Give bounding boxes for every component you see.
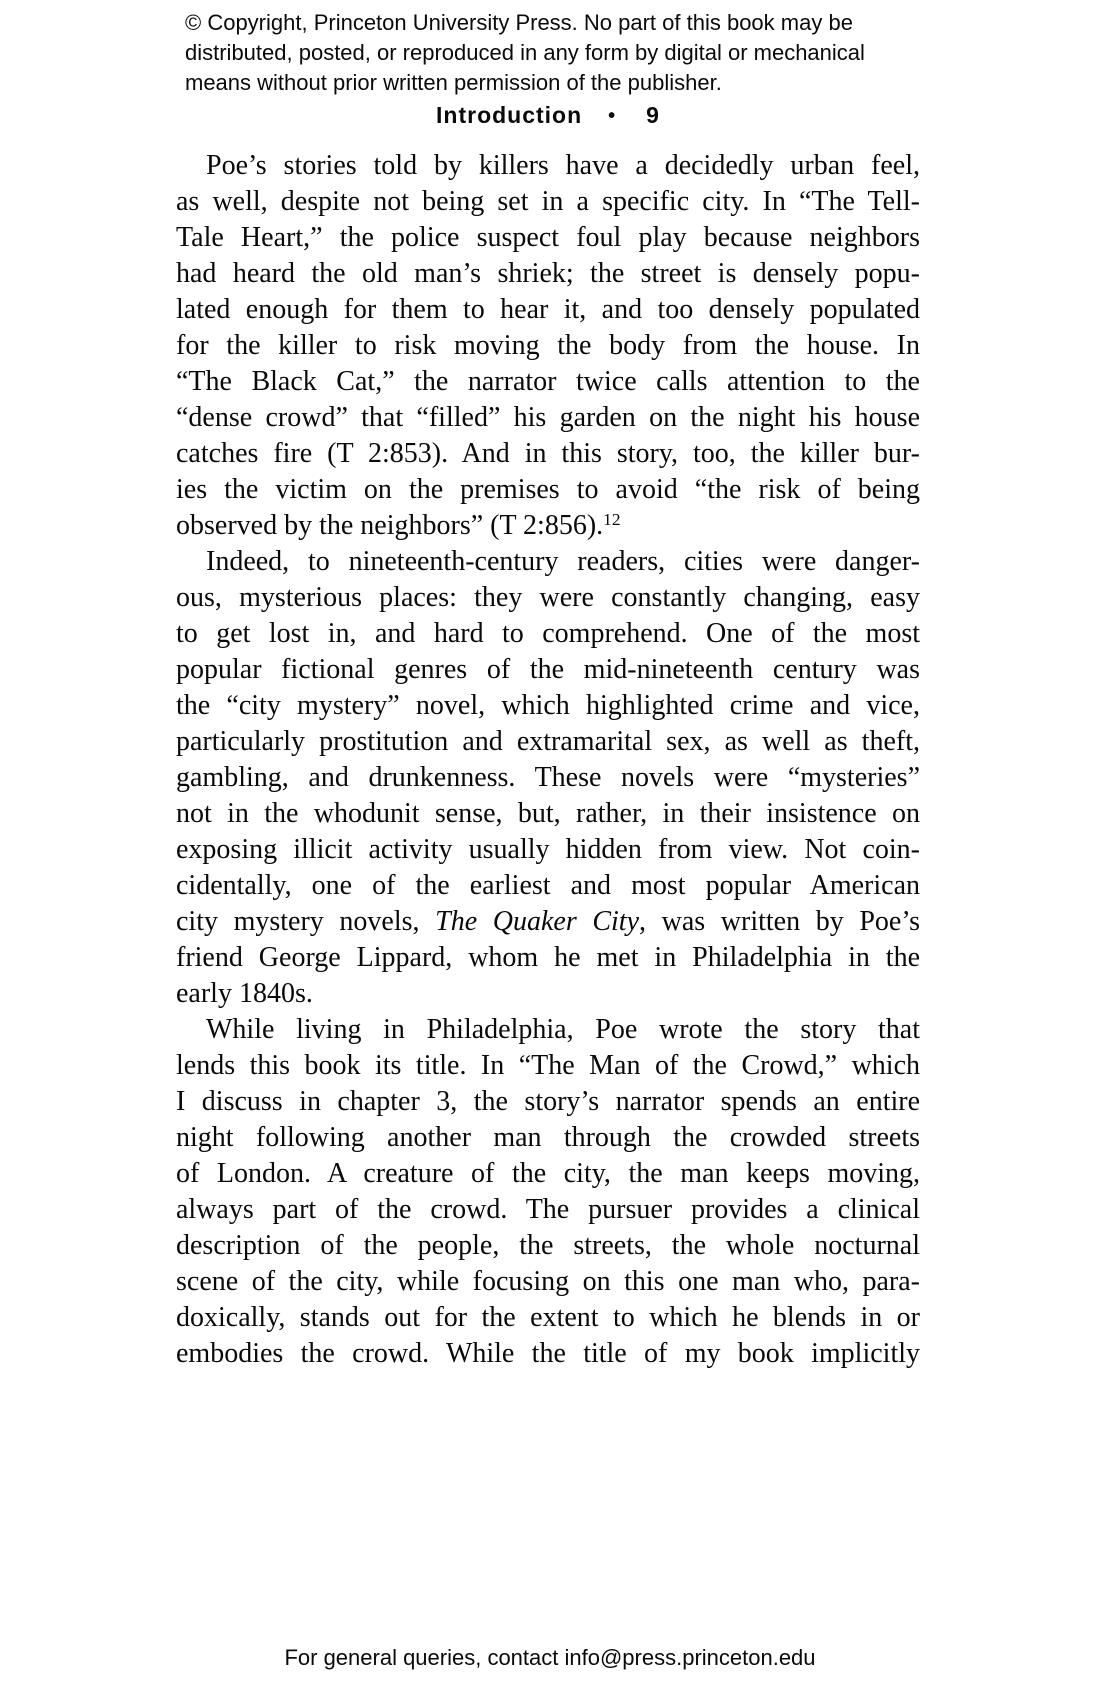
body-line: ies the victim on the premises to avoid “the risk of being bbox=[176, 474, 920, 505]
body-line: observed by the neighbors” (T 2:856).$^{12}$ bbox=[176, 510, 621, 541]
body-line: city mystery novels, The Quaker City, was written by Poe’s bbox=[176, 906, 920, 937]
body-line: ous, mysterious places: they were constantly changing, easy bbox=[176, 582, 920, 613]
body-line: Indeed, to nineteenth-century readers, cities were danger- bbox=[206, 546, 920, 577]
body-line: Tale Heart,” the police suspect foul play because neighbors bbox=[176, 222, 920, 253]
running-head-page-number: 9 bbox=[646, 102, 660, 128]
body-line: not in the whodunit sense, but, rather, in their insistence on bbox=[176, 798, 920, 829]
paragraph bbox=[176, 1012, 920, 1372]
running-head bbox=[176, 102, 920, 129]
body-line: lends this book its title. In “The Man of the Crowd,” which bbox=[176, 1050, 920, 1081]
body-line: scene of the city, while focusing on this one man who, para- bbox=[176, 1266, 920, 1297]
body-line: doxically, stands out for the extent to which he blends in or bbox=[176, 1302, 920, 1333]
paragraph bbox=[176, 148, 920, 544]
body-line: gambling, and drunkenness. These novels were “mysteries” bbox=[176, 762, 920, 793]
body-line: “dense crowd” that “filled” his garden on the night his house bbox=[176, 402, 920, 433]
body-line: description of the people, the streets, the whole nocturnal bbox=[176, 1230, 920, 1261]
bullet-separator: • bbox=[608, 105, 617, 127]
body-line: I discuss in chapter 3, the story’s narrator spends an entire bbox=[176, 1086, 920, 1117]
copyright-line: means without prior written permission of the publisher. bbox=[185, 70, 722, 95]
body-line: as well, despite not being set in a specific city. In “The Tell- bbox=[176, 186, 920, 217]
copyright-line: © Copyright, Princeton University Press. No part of this book may be bbox=[185, 10, 853, 35]
copyright-line: distributed, posted, or reproduced in any form by digital or mechanical bbox=[185, 40, 865, 65]
body-line: friend George Lippard, whom he met in Philadelphia in the bbox=[176, 942, 920, 973]
body-line: exposing illicit activity usually hidden from view. Not coin- bbox=[176, 834, 920, 865]
body-line: to get lost in, and hard to comprehend. One of the most bbox=[176, 618, 920, 649]
body-line: the “city mystery” novel, which highlighted crime and vice, bbox=[176, 690, 920, 721]
body-line: catches fire (T 2:853). And in this story, too, the killer bur- bbox=[176, 438, 920, 469]
body-line: early 1840s. bbox=[176, 978, 313, 1009]
body-line: for the killer to risk moving the body from the house. In bbox=[176, 330, 920, 361]
body-line: cidentally, one of the earliest and most popular American bbox=[176, 870, 920, 901]
footer-queries-note: For general queries, contact info@press.princeton.edu bbox=[284, 1645, 816, 1670]
body-line: of London. A creature of the city, the man keeps moving, bbox=[176, 1158, 920, 1189]
body-line: “The Black Cat,” the narrator twice calls attention to the bbox=[176, 366, 920, 397]
body-line: While living in Philadelphia, Poe wrote the story that bbox=[206, 1014, 920, 1045]
copyright-notice bbox=[185, 8, 945, 98]
body-line: lated enough for them to hear it, and too densely populated bbox=[176, 294, 920, 325]
body-line: embodies the crowd. While the title of my book implicitly bbox=[176, 1338, 920, 1369]
body-text bbox=[176, 148, 920, 1372]
body-line: popular fictional genres of the mid-nineteenth century was bbox=[176, 654, 920, 685]
body-line: had heard the old man’s shriek; the street is densely popu- bbox=[176, 258, 920, 289]
running-head-title: Introduction bbox=[436, 102, 583, 128]
body-line: particularly prostitution and extramarital sex, as well as theft, bbox=[176, 726, 920, 757]
paragraph bbox=[176, 544, 920, 1012]
body-line: night following another man through the crowded streets bbox=[176, 1122, 920, 1153]
body-line: Poe’s stories told by killers have a decidedly urban feel, bbox=[206, 150, 920, 181]
body-line: always part of the crowd. The pursuer provides a clinical bbox=[176, 1194, 920, 1225]
